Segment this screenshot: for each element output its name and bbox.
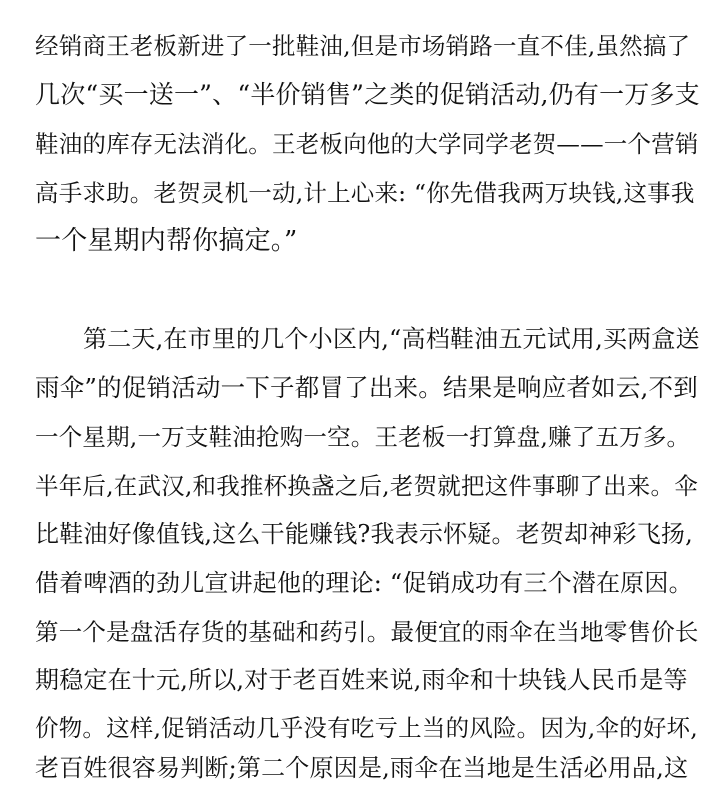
paragraph-2-line-6: 借着啤酒的劲儿宣讲起他的理论: “促销成功有三个潜在原因。	[35, 569, 693, 597]
paragraph-2-line-9: 价物。这样,促销活动几乎没有吃亏上当的风险。因为,伞的好坏,	[35, 714, 698, 742]
paragraph-2-line-3: 一个星期,一万支鞋油抢购一空。王老板一打算盘,赚了五万多。	[35, 423, 691, 451]
paragraph-1-line-1: 经销商王老板新进了一批鞋油,但是市场销路一直不佳,虽然搞了	[35, 32, 691, 60]
paragraph-1-line-5: 一个星期内帮你搞定。”	[35, 226, 298, 256]
paragraph-2-line-4: 半年后,在武汉,和我推杯换盏之后,老贺就把这件事聊了出来。伞	[35, 472, 698, 500]
paragraph-1-line-2: 几次“买一送一”、“半价销售”之类的促销活动,仍有一万多支	[35, 80, 700, 109]
paragraph-2-line-2: 雨伞”的促销活动一下子都冒了出来。结果是响应者如云,不到	[35, 373, 698, 402]
paragraph-1-line-4: 高手求助。老贺灵机一动,计上心来: “你先借我两万块钱,这事我	[35, 179, 695, 207]
paragraph-2-line-5: 比鞋油好像值钱,这么干能赚钱?我表示怀疑。老贺却神彩飞扬,	[35, 520, 693, 548]
paragraph-1-line-3: 鞋油的库存无法消化。王老板向他的大学同学老贺——一个营销	[35, 130, 699, 158]
paragraph-2-line-8: 期稳定在十元,所以,对于老百姓来说,雨伞和十块钱人民币是等	[35, 666, 688, 694]
paragraph-2-line-10: 老百姓很容易判断;第二个原因是,雨伞在当地是生活必用品,这	[35, 754, 689, 782]
paragraph-2-line-7: 第一个是盘活存货的基础和药引。最便宜的雨伞在当地零售价长	[35, 618, 699, 646]
paragraph-2-line-1: 第二天,在市里的几个小区内,“高档鞋油五元试用,买两盒送	[83, 325, 700, 353]
